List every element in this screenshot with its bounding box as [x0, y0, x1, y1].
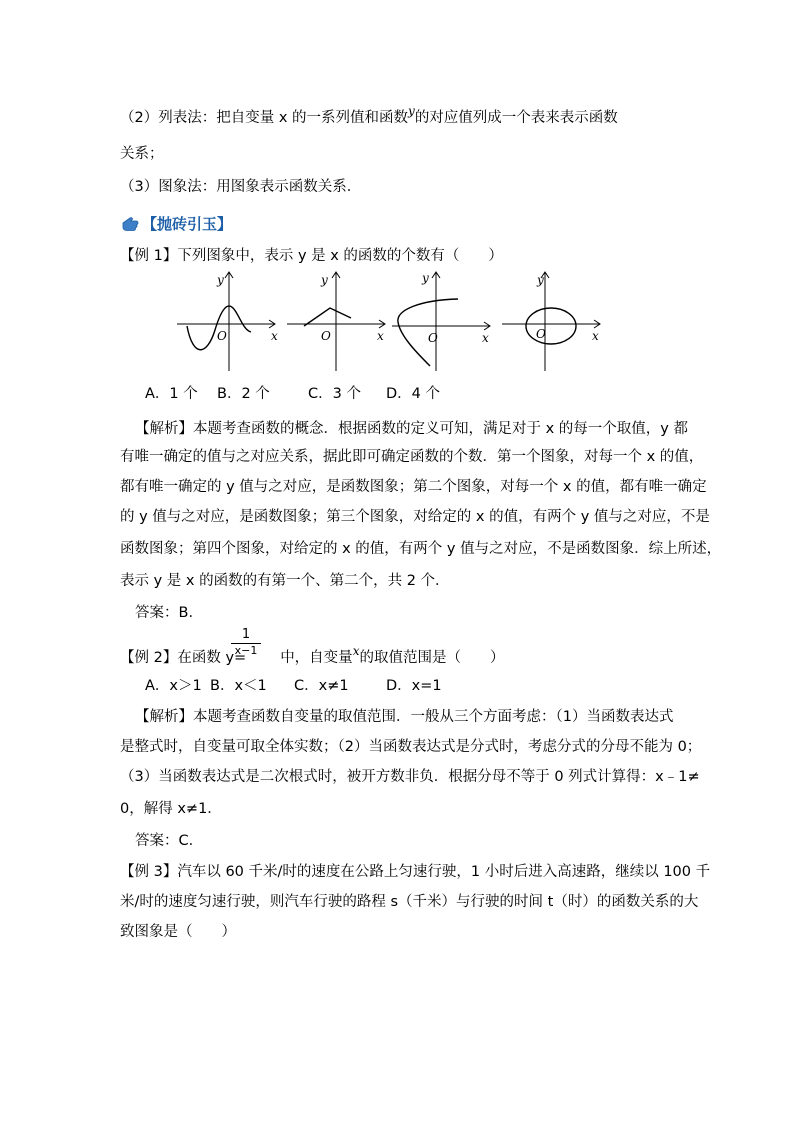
example-1-analysis-line: 表示 y 是 x 的函数的有第一个、第二个，共 2 个．: [120, 573, 450, 589]
graph-2: [285, 268, 390, 373]
example-1-answer: 答案：B．: [135, 605, 203, 621]
section-title: 【抛砖引玉】: [142, 215, 233, 233]
example-2-option-b: B．x＜1: [210, 678, 267, 694]
origin-label: O: [536, 327, 546, 341]
example-1-option-d: D．4 个: [386, 386, 440, 402]
text-segment: （2）列表法：把自变量 x 的一系列值和函数: [120, 110, 409, 126]
example-2-answer: 答案：C．: [135, 833, 204, 849]
graph-4: [500, 268, 605, 373]
y-label: y: [321, 273, 328, 287]
graph-1: [175, 268, 280, 373]
variable-y: y: [408, 104, 415, 118]
text-segment: 的取值范围是（ ）: [359, 650, 505, 666]
example-3-line: 致图象是（ ）: [120, 924, 236, 940]
example-2-question: [120, 644, 505, 668]
fraction: [231, 627, 261, 658]
text-segment: 中，自变量: [280, 650, 353, 666]
curve: [526, 308, 576, 344]
curve: [187, 306, 251, 350]
example-2-analysis-line: 【解析】本题考查函数自变量的取值范围．一般从三个方面考虑：（1）当函数表达式: [135, 709, 674, 725]
example-3-line: 米/时的速度匀速行驶，则汽车行驶的路程 s（千米）与行驶的时间 t（时）的函数关系的大: [120, 894, 699, 910]
section-heading: [120, 213, 232, 234]
example-1-analysis-line: 都有唯一确定的 y 值与之对应，是函数图象；第二个图象，对每一个 x 的值，都有唯一确定: [120, 479, 707, 495]
origin-label: O: [217, 329, 227, 343]
y-label: y: [537, 273, 544, 287]
example-2-analysis-line: 0，解得 x≠1．: [120, 801, 222, 817]
text-segment: 【例 2】在函数 y=: [120, 650, 247, 666]
graph-3: [390, 268, 495, 373]
text-line: （3）图象法：用图象表示函数关系．: [120, 179, 362, 195]
x-label: x: [271, 329, 278, 343]
x-label: x: [377, 329, 384, 343]
origin-label: O: [321, 329, 331, 343]
example-1-option-b: B．2 个: [217, 386, 270, 402]
text-line: [120, 104, 618, 128]
text-line: 关系；: [120, 146, 164, 162]
example-2-analysis-line: 是整式时，自变量可取全体实数；（2）当函数表达式是分式时，考虑分式的分母不能为 0；: [120, 739, 702, 755]
example-1-question: 【例 1】下列图象中，表示 y 是 x 的函数的个数有（ ）: [120, 248, 503, 264]
fraction-numerator: 1: [241, 627, 251, 642]
x-label: x: [482, 331, 489, 345]
example-1-option-c: C．3 个: [308, 386, 361, 402]
example-3-line: 【例 3】汽车以 60 千米/时的速度在公路上匀速行驶，1 小时后进入高速路，继续以 100 千: [120, 864, 711, 880]
pointing-hand-icon: [120, 214, 140, 234]
example-2-option-d: D．x=1: [386, 678, 442, 694]
example-1-option-a: A．1 个: [145, 386, 198, 402]
origin-label: O: [428, 331, 438, 345]
example-2-option-c: C．x≠1: [294, 678, 349, 694]
curve: [304, 308, 351, 326]
example-2-option-a: A．x＞1: [145, 678, 202, 694]
example-1-analysis-line: 有唯一确定的值与之对应关系，据此即可确定函数的个数．第一个图象，对每一个 x 的值，: [120, 449, 704, 465]
y-label: y: [422, 271, 429, 285]
example-2-analysis-line: （3）当函数表达式是二次根式时，被开方数非负．根据分母不等于 0 列式计算得：x﹣1≠: [120, 769, 700, 785]
example-1-analysis-line: 【解析】本题考查函数的概念．根据函数的定义可知，满足对于 x 的每一个取值，y 都: [135, 421, 688, 437]
example-1-analysis-line: 函数图象；第四个图象，对给定的 x 的值，有两个 y 值与之对应，不是函数图象．综上所述，: [120, 541, 722, 557]
fraction-denominator: x−1: [234, 644, 258, 657]
text-segment: 的对应值列成一个表来表示函数: [414, 110, 618, 126]
y-label: y: [217, 273, 224, 287]
example-1-analysis-line: 的 y 值与之对应，是函数图象；第三个图象，对给定的 x 的值，有两个 y 值与之对应，不是: [120, 509, 710, 525]
x-label: x: [592, 329, 599, 343]
variable-x: x: [352, 644, 360, 658]
